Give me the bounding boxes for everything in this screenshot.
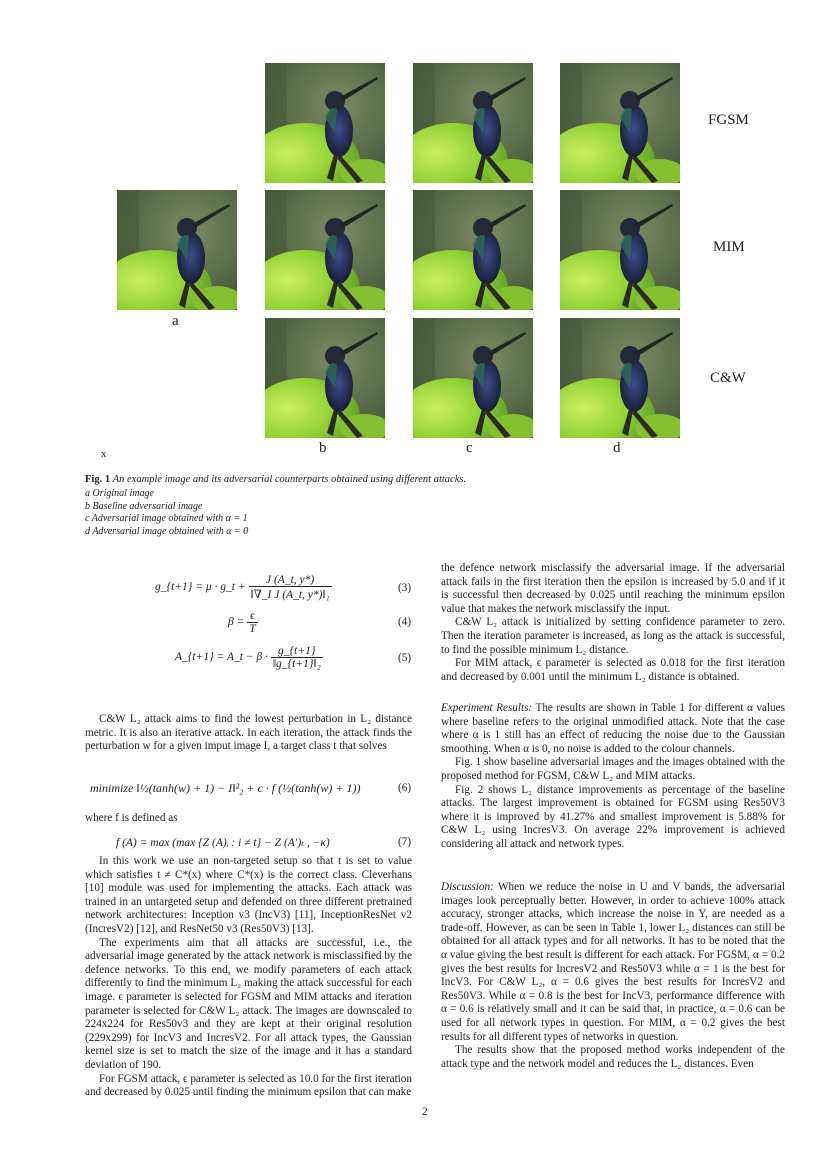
image-cw-d	[560, 318, 680, 438]
paragraph: For FGSM attack, ϵ parameter is selected as 10.0 for the first iteration and decreased by 0.025 until finding the minimum epsilon that can make	[85, 1072, 412, 1099]
eq3-num: J (A_t, y*)	[249, 574, 332, 587]
col-label-c: c	[466, 440, 473, 456]
figure-caption	[85, 474, 466, 487]
eq4-lhs: β =	[228, 616, 245, 629]
caption-title: Fig. 1	[85, 474, 111, 485]
eq3-lhs: g_{t+1} = μ · g_t +	[155, 581, 246, 594]
image-cw-b	[265, 318, 385, 438]
equation-7: f (A) = max (max {Z (A)ᵢ : i ≠ t} − Z (A′)ₜ , −κ)	[116, 837, 330, 849]
equation-3	[155, 574, 332, 601]
stray-mark: x	[101, 448, 107, 460]
left-column-body	[85, 855, 412, 1100]
equation-4-label: (4)	[398, 616, 412, 628]
where-f-text	[85, 812, 412, 826]
equation-5	[175, 645, 323, 670]
right-column-intro	[441, 562, 785, 684]
paragraph: Fig. 1 show baseline adversarial images and the images obtained with the proposed method for FGSM, C&W L₂ and MIM attacks.	[441, 756, 785, 782]
paragraph: The experiments aim that all attacks are successful, i.e., the adversarial image generated by the attack network is misclassified by the defence networks. To this end, we modify parameters of each attack differently to find the minimum L₂ making the attack successful for each image. ϵ parameter is selected for FGSM and MIM attacks and iteration parameter is selected for C&W L₂ attack. The images are downscaled to 224x224 for Res50v3 and they are kept at their original resolution (229x299) for IncV3 and IncresV2. For all attack types, the Gaussian kernel size is set to match the size of the image and it has a standard deviation of 190.	[85, 936, 412, 1071]
paragraph: Fig. 2 shows L₂ distance improvements as percentage of the baseline attacks. The largest improvement is obtained for FGSM using Res50V3 where it is improved by 41.27% and smallest improvement is 5.88% for C&W L₂ using IncresV3. On average 22% improvement is achieved considering all attack and network types.	[441, 783, 785, 850]
caption-item: b Baseline adversarial image	[85, 500, 203, 512]
paragraph: In this work we use an non-targeted setup so that t is set to value which satisfies t ≠ C*(x) where C*(x) is the correct class. Cleverhans [10] module was used for implementing the attacks. Each attack was trained in an untargeted setup and defended on three different pretrained network architectures: Inception v3 (IncV3) [11], InceptionResNet v2 (IncresV2) [12], and ResNet50 v3 (Res50V3) [13].	[85, 855, 412, 935]
page-number: 2	[422, 1106, 428, 1118]
eq5-lhs: A_{t+1} = A_t − β ·	[175, 651, 268, 664]
equation-4	[228, 610, 258, 635]
experiment-results-section	[441, 702, 785, 852]
image-cw-c	[413, 318, 533, 438]
caption-item: d Adversarial image obtained with α = 0	[85, 525, 249, 537]
equation-6: minimize ‖½(tanh(w) + 1) − I‖²₂ + c · f (½(tanh(w) + 1))	[90, 781, 361, 795]
image-fgsm-c	[413, 63, 533, 183]
paragraph: The results show that the proposed method works independent of the attack type and the network model and reduces the L₂ distances. Even	[441, 1044, 785, 1070]
image-mim-b	[265, 190, 385, 310]
paragraph: For MIM attack, ϵ parameter is selected as 0.018 for the first iteration and decreased by 0.001 until the minimum L₂ distance is obtained.	[441, 657, 785, 683]
paragraph: where f is defined as	[85, 812, 178, 824]
eq4-den: T	[249, 623, 256, 635]
caption-items	[85, 488, 248, 538]
row-label-fgsm: FGSM	[708, 112, 749, 128]
caption-item: c Adversarial image obtained with α = 1	[85, 513, 248, 524]
equation-6-label: (6)	[398, 782, 412, 794]
image-fgsm-d	[560, 63, 680, 183]
paragraph: C&W L₂ attack is initialized by setting confidence parameter to zero. Then the iteration parameter is increased, as long as the attack is successful, to find the possible minimum L₂ distance.	[441, 616, 785, 656]
paragraph: The results are shown in Table 1 for different α values where baseline refers to the original unmodified attack. Note that the case where α is 1 still has an effect of reducing the noise due to the Gaussian smoothing. When α is 0, no noise is added to the colour channels.	[441, 702, 785, 755]
eq5-num: g_{t+1}	[271, 645, 323, 658]
discussion-heading: Discussion:	[441, 881, 494, 893]
col-label-b: b	[319, 440, 327, 456]
col-label-a: a	[172, 313, 179, 329]
eq3-den: ‖∇_I J (A_t, y*)‖₁	[250, 589, 330, 601]
paragraph: When we reduce the noise in U and V bands, the adversarial images look perceptually better. However, in order to achieve 100% attack accuracy, stronger attacks, which increase the noise in Y, are needed as a trade-off. However, as can be seen in Table 1, lower L₂ distances can still be obtained for all attack types and for all networks. It has to be noted that the α value giving the best result is different for each attack. For FGSM, α = 0.2 gives the best results for IncresV2 and Res50V3 while α = 1 is the best for IncV3. For C&W L₂, α = 0.6 gives the best results for IncresV2 and Res50V3. While α = 0.8 is the best for IncV3, performance difference with α = 0.6 is relatively small and it can be said that, in practice, α = 0.6 can be used for all network types in question. For MIM, α = 0.2 gives the best results for all different types of networks in question.	[441, 881, 785, 1043]
caption-item: a Original image	[85, 488, 154, 499]
equation-7-label: (7)	[398, 836, 412, 848]
paragraph: C&W L₂ attack aims to find the lowest perturbation in L₂ distance metric. It is also an iterative attack. In each iteration, the attack finds the perturbation w for a given imput image I, a target class t that solves	[85, 713, 412, 753]
original-image-a	[117, 190, 237, 310]
equation-5-label: (5)	[398, 652, 412, 664]
paragraph: the defence network misclassify the adversarial image. If the adversarial attack fails in the first iteration then the epsilon is increased by 5.0 and if it is successful then decreased by 0.025 until reaching the minimum epsilon value that makes the network misclassify the input.	[441, 562, 785, 615]
equation-3-label: (3)	[398, 582, 412, 594]
image-mim-d	[560, 190, 680, 310]
row-label-cw: C&W	[710, 370, 746, 386]
cw-paragraph-block	[85, 713, 412, 754]
results-heading: Experiment Results:	[441, 702, 533, 714]
eq5-den: ‖g_{t+1}‖₂	[272, 658, 321, 670]
discussion-section	[441, 881, 785, 1071]
eq4-num: ϵ	[247, 610, 257, 623]
col-label-d: d	[613, 440, 621, 456]
row-label-mim: MIM	[713, 239, 745, 255]
caption-text: An example image and its adversarial counterparts obtained using different attacks.	[112, 474, 467, 485]
image-fgsm-b	[265, 63, 385, 183]
image-mim-c	[413, 190, 533, 310]
